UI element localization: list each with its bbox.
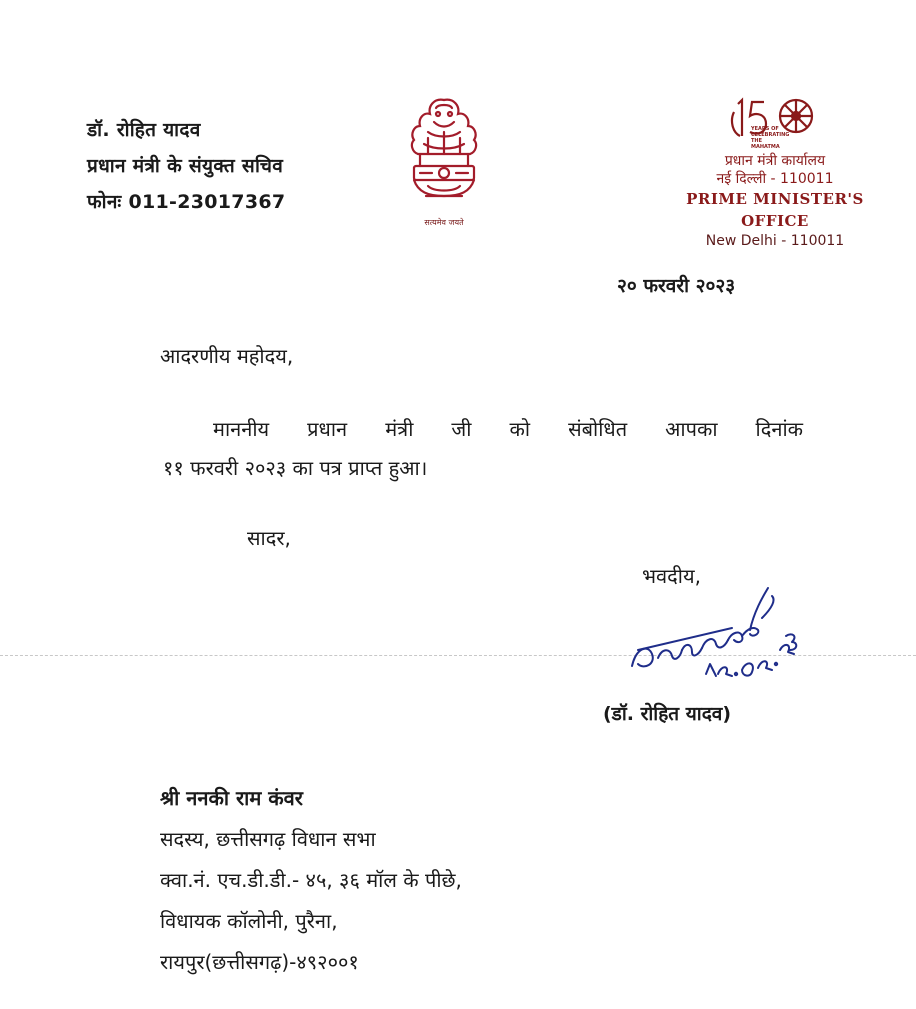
recipient-line-1: सदस्य, छत्तीसगढ़ विधान सभा — [160, 827, 376, 851]
salutation: आदरणीय महोदय, — [160, 344, 294, 368]
closing: सादर, — [247, 526, 291, 550]
signature-icon — [622, 578, 802, 686]
office-name-english: PRIME MINISTER'S OFFICE — [686, 190, 864, 230]
office-city-english: New Delhi - 110011 — [705, 233, 845, 249]
pmo-header — [655, 92, 895, 250]
recipient-address — [160, 778, 462, 983]
body-line-1: माननीय प्रधान मंत्री जी को संबोधित आपका दिनांक — [213, 417, 803, 441]
valediction: भवदीय, — [642, 564, 701, 588]
recipient-name: श्री ननकी राम कंवर — [160, 786, 303, 810]
signatory-name: (डॉ. रोहित यादव) — [603, 703, 732, 725]
logo-tagline: YEARS OF CELEBRATING THE MAHATMA — [751, 126, 790, 150]
letter-body — [163, 410, 803, 488]
office-city-hindi: नई दिल्ली - 110011 — [716, 171, 834, 187]
emblem-motto: सत्यमेव जयते — [424, 218, 464, 227]
body-line-2: ११ फरवरी २०२३ का पत्र प्राप्त हुआ। — [163, 456, 428, 480]
sender-phone: फोनः 011-23017367 — [87, 191, 286, 213]
gandhi-150-logo — [655, 92, 895, 150]
handwritten-signature — [622, 578, 802, 686]
sender-name: डॉ. रोहित यादव — [87, 119, 201, 141]
recipient-line-2: क्वा.नं. एच.डी.डी.- ४५, ३६ मॉल के पीछे, — [160, 868, 462, 892]
office-name-hindi: प्रधान मंत्री कार्यालय — [724, 153, 826, 169]
state-emblem — [398, 92, 490, 234]
sender-block — [87, 112, 285, 220]
letter-date: २० फरवरी २०२३ — [617, 275, 736, 297]
recipient-line-3: विधायक कॉलोनी, पुरैना, — [160, 909, 338, 933]
lion-capital-icon — [398, 92, 490, 216]
recipient-line-4: रायपुर(छत्तीसगढ़)-४९२००१ — [160, 950, 359, 974]
sender-designation: प्रधान मंत्री के संयुक्त सचिव — [87, 155, 284, 177]
